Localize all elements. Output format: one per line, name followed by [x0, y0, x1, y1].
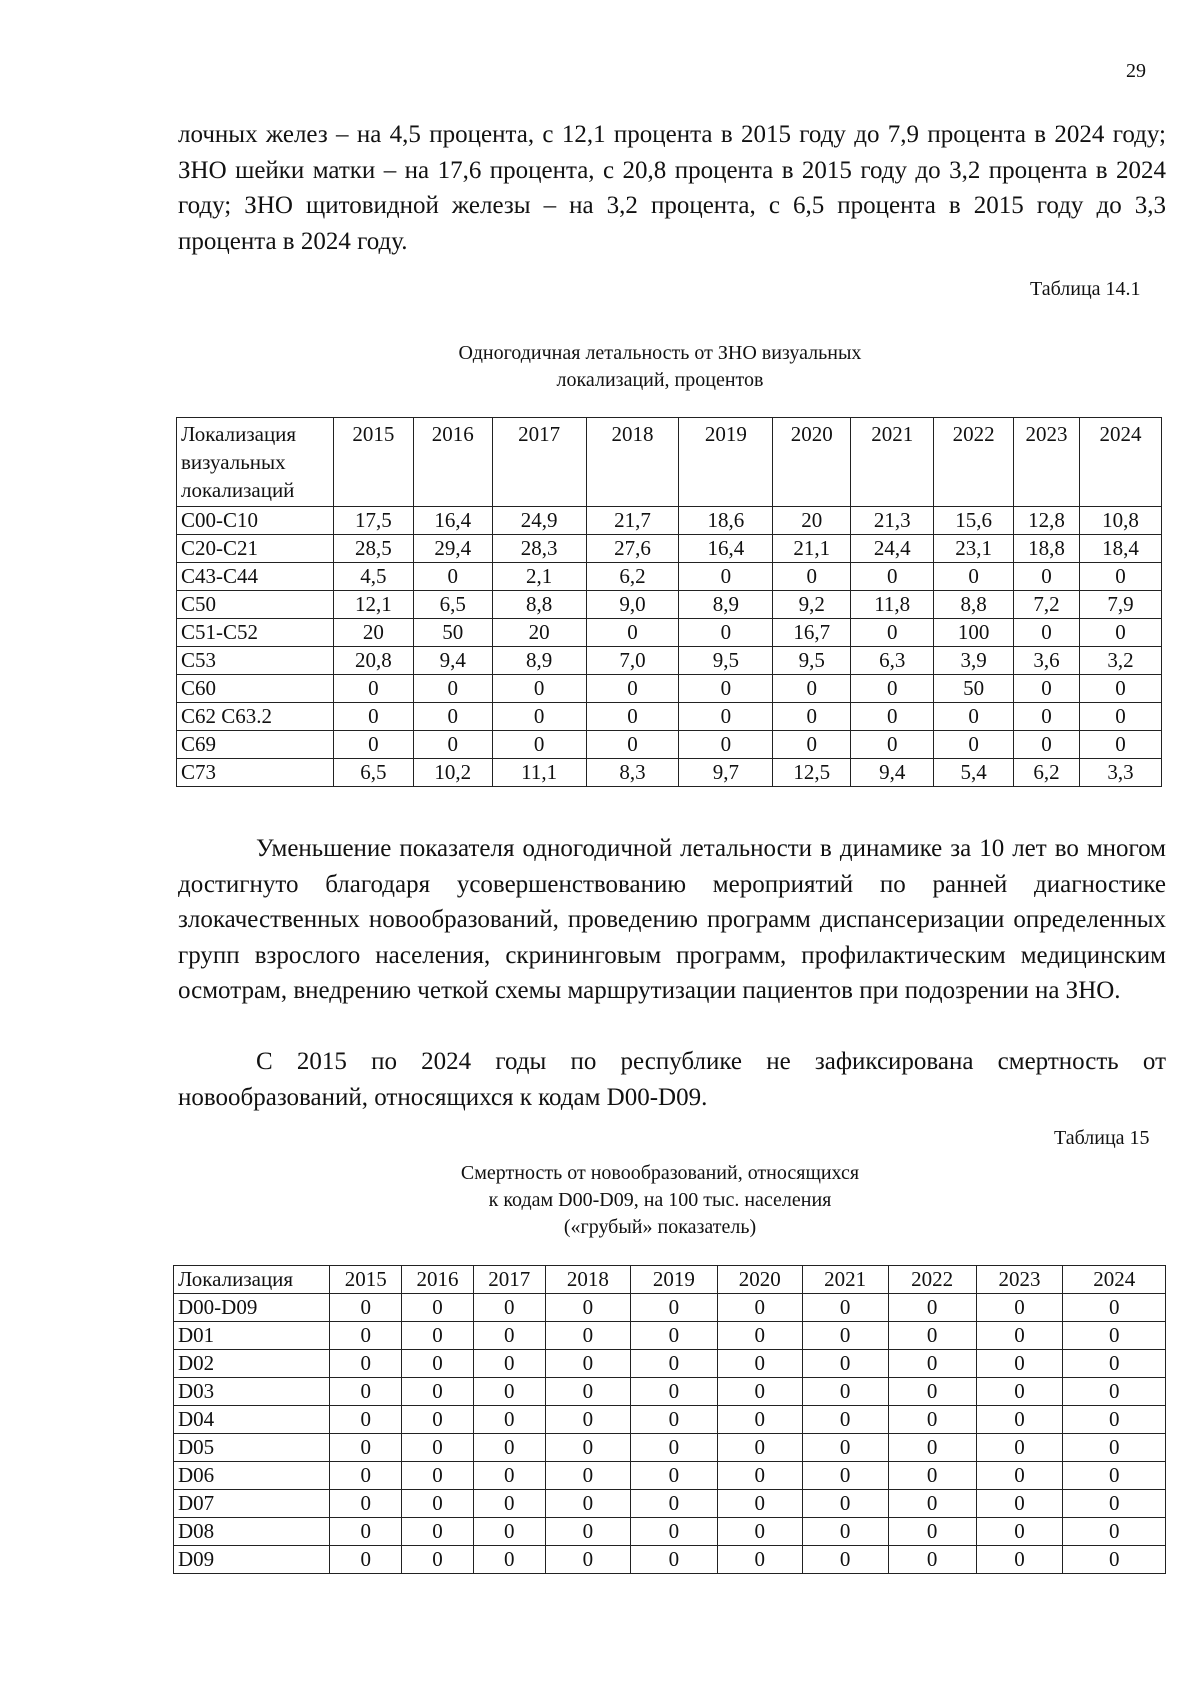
value-cell: 0 — [976, 1294, 1063, 1322]
value-cell: 0 — [934, 563, 1014, 591]
value-cell: 6,3 — [851, 647, 934, 675]
value-cell: 7,0 — [586, 647, 679, 675]
page-number: 29 — [1126, 60, 1146, 82]
value-cell: 0 — [1063, 1322, 1166, 1350]
value-cell: 0 — [717, 1350, 802, 1378]
value-cell: 0 — [1080, 731, 1162, 759]
value-cell: 0 — [492, 675, 586, 703]
table-14-1-label: Таблица 14.1 — [1030, 278, 1141, 300]
value-cell: 0 — [330, 1434, 402, 1462]
value-cell: 0 — [630, 1322, 717, 1350]
table-row — [174, 1294, 1166, 1322]
value-cell: 0 — [851, 731, 934, 759]
table-15-title-line: Смертность от новообразований, относящихся — [460, 1162, 860, 1184]
value-cell: 0 — [1063, 1490, 1166, 1518]
value-cell: 6,2 — [1014, 759, 1080, 787]
value-cell: 0 — [473, 1490, 545, 1518]
column-header-year: 2015 — [333, 418, 413, 507]
column-header-localization: Локализация — [174, 1266, 330, 1294]
row-label-cell: D03 — [174, 1378, 330, 1406]
value-cell: 0 — [717, 1490, 802, 1518]
row-label-cell: C00-C10 — [177, 507, 334, 535]
value-cell: 0 — [473, 1378, 545, 1406]
mortality-table — [173, 1265, 1166, 1574]
value-cell: 0 — [630, 1350, 717, 1378]
value-cell: 0 — [802, 1350, 888, 1378]
value-cell: 0 — [1063, 1378, 1166, 1406]
value-cell: 15,6 — [934, 507, 1014, 535]
table-row — [177, 619, 1162, 647]
value-cell: 0 — [402, 1322, 473, 1350]
value-cell: 0 — [473, 1434, 545, 1462]
table-row — [177, 731, 1162, 759]
value-cell: 7,2 — [1014, 591, 1080, 619]
row-label-cell: D08 — [174, 1518, 330, 1546]
value-cell: 24,9 — [492, 507, 586, 535]
value-cell: 0 — [330, 1322, 402, 1350]
value-cell: 6,5 — [333, 759, 413, 787]
value-cell: 0 — [545, 1462, 630, 1490]
value-cell: 0 — [888, 1322, 976, 1350]
value-cell: 18,8 — [1014, 535, 1080, 563]
value-cell: 0 — [492, 731, 586, 759]
value-cell: 0 — [402, 1434, 473, 1462]
table-row — [177, 675, 1162, 703]
value-cell: 0 — [1080, 675, 1162, 703]
table-header-row — [177, 418, 1162, 507]
value-cell: 0 — [679, 619, 773, 647]
value-cell: 0 — [851, 675, 934, 703]
value-cell: 0 — [888, 1518, 976, 1546]
row-label-cell: D09 — [174, 1546, 330, 1574]
table-row — [174, 1462, 1166, 1490]
value-cell: 0 — [717, 1462, 802, 1490]
value-cell: 3,6 — [1014, 647, 1080, 675]
column-header-year: 2021 — [802, 1266, 888, 1294]
value-cell: 9,0 — [586, 591, 679, 619]
value-cell: 0 — [802, 1546, 888, 1574]
table-row — [174, 1378, 1166, 1406]
value-cell: 0 — [1080, 563, 1162, 591]
value-cell: 0 — [851, 563, 934, 591]
table-15-title-line: к кодам D00-D09, на 100 тыс. населения — [488, 1189, 832, 1211]
value-cell: 0 — [413, 675, 492, 703]
column-header-year: 2023 — [1014, 418, 1080, 507]
column-header-year: 2017 — [473, 1266, 545, 1294]
row-label-cell: C53 — [177, 647, 334, 675]
value-cell: 0 — [492, 703, 586, 731]
value-cell: 10,8 — [1080, 507, 1162, 535]
value-cell: 12,8 — [1014, 507, 1080, 535]
value-cell: 0 — [976, 1518, 1063, 1546]
value-cell: 0 — [1063, 1434, 1166, 1462]
value-cell: 9,4 — [851, 759, 934, 787]
value-cell: 0 — [1014, 619, 1080, 647]
value-cell: 0 — [630, 1546, 717, 1574]
row-label-cell: D00-D09 — [174, 1294, 330, 1322]
value-cell: 0 — [976, 1462, 1063, 1490]
row-label-cell: C73 — [177, 759, 334, 787]
value-cell: 0 — [330, 1546, 402, 1574]
value-cell: 0 — [976, 1546, 1063, 1574]
value-cell: 50 — [413, 619, 492, 647]
value-cell: 0 — [545, 1546, 630, 1574]
table-row — [177, 759, 1162, 787]
value-cell: 0 — [773, 731, 851, 759]
value-cell: 0 — [330, 1378, 402, 1406]
value-cell: 0 — [330, 1294, 402, 1322]
value-cell: 20 — [492, 619, 586, 647]
value-cell: 24,4 — [851, 535, 934, 563]
row-label-cell: C43-C44 — [177, 563, 334, 591]
value-cell: 0 — [473, 1462, 545, 1490]
value-cell: 0 — [630, 1378, 717, 1406]
value-cell: 29,4 — [413, 535, 492, 563]
value-cell: 0 — [402, 1350, 473, 1378]
value-cell: 0 — [679, 703, 773, 731]
value-cell: 0 — [586, 703, 679, 731]
value-cell: 0 — [586, 731, 679, 759]
row-label-cell: D01 — [174, 1322, 330, 1350]
value-cell: 0 — [545, 1518, 630, 1546]
row-label-cell: C50 — [177, 591, 334, 619]
table-row — [174, 1322, 1166, 1350]
value-cell: 0 — [630, 1294, 717, 1322]
value-cell: 0 — [1063, 1518, 1166, 1546]
row-label-cell: C20-C21 — [177, 535, 334, 563]
value-cell: 0 — [402, 1518, 473, 1546]
row-label-cell: D05 — [174, 1434, 330, 1462]
value-cell: 0 — [679, 731, 773, 759]
value-cell: 0 — [413, 703, 492, 731]
lethality-table — [176, 417, 1162, 787]
value-cell: 0 — [888, 1406, 976, 1434]
value-cell: 0 — [333, 675, 413, 703]
value-cell: 0 — [1063, 1406, 1166, 1434]
value-cell: 0 — [1080, 619, 1162, 647]
row-label-cell: C62 C63.2 — [177, 703, 334, 731]
value-cell: 8,3 — [586, 759, 679, 787]
table-15-title — [360, 1160, 960, 1241]
column-header-year: 2022 — [888, 1266, 976, 1294]
value-cell: 0 — [976, 1350, 1063, 1378]
value-cell: 0 — [976, 1490, 1063, 1518]
table-row — [177, 591, 1162, 619]
column-header-year: 2019 — [679, 418, 773, 507]
value-cell: 0 — [630, 1490, 717, 1518]
row-label-cell: C60 — [177, 675, 334, 703]
value-cell: 4,5 — [333, 563, 413, 591]
value-cell: 16,4 — [679, 535, 773, 563]
column-header-year: 2016 — [413, 418, 492, 507]
row-label-cell: D06 — [174, 1462, 330, 1490]
value-cell: 0 — [976, 1322, 1063, 1350]
value-cell: 0 — [802, 1406, 888, 1434]
table-row — [174, 1434, 1166, 1462]
table-15-title-line: («грубый» показатель) — [563, 1216, 757, 1238]
column-header-year: 2022 — [934, 418, 1014, 507]
value-cell: 0 — [402, 1546, 473, 1574]
column-header-year: 2018 — [545, 1266, 630, 1294]
value-cell: 0 — [402, 1294, 473, 1322]
value-cell: 0 — [413, 563, 492, 591]
value-cell: 0 — [402, 1378, 473, 1406]
value-cell: 10,2 — [413, 759, 492, 787]
column-header-year: 2015 — [330, 1266, 402, 1294]
value-cell: 0 — [330, 1350, 402, 1378]
table-row — [174, 1406, 1166, 1434]
value-cell: 3,3 — [1080, 759, 1162, 787]
value-cell: 0 — [717, 1378, 802, 1406]
column-header-localization: Локализация визуальных локализаций — [177, 418, 334, 507]
value-cell: 21,7 — [586, 507, 679, 535]
value-cell: 0 — [330, 1406, 402, 1434]
value-cell: 0 — [888, 1462, 976, 1490]
table-row — [177, 535, 1162, 563]
value-cell: 0 — [717, 1546, 802, 1574]
table-14-1-title — [360, 340, 960, 394]
row-label-cell: D07 — [174, 1490, 330, 1518]
value-cell: 0 — [473, 1350, 545, 1378]
value-cell: 0 — [586, 675, 679, 703]
value-cell: 0 — [717, 1518, 802, 1546]
value-cell: 50 — [934, 675, 1014, 703]
value-cell: 20 — [773, 507, 851, 535]
value-cell: 12,1 — [333, 591, 413, 619]
row-label-cell: D02 — [174, 1350, 330, 1378]
column-header-year: 2016 — [402, 1266, 473, 1294]
value-cell: 0 — [1014, 675, 1080, 703]
value-cell: 0 — [473, 1546, 545, 1574]
value-cell: 0 — [851, 619, 934, 647]
value-cell: 0 — [717, 1406, 802, 1434]
table-14-1-title-line: Одногодичная летальность от ЗНО визуальных — [458, 342, 862, 364]
value-cell: 0 — [679, 675, 773, 703]
table-header-row — [174, 1266, 1166, 1294]
value-cell: 0 — [802, 1490, 888, 1518]
value-cell: 0 — [888, 1434, 976, 1462]
value-cell: 20,8 — [333, 647, 413, 675]
column-header-year: 2020 — [773, 418, 851, 507]
table-row — [174, 1518, 1166, 1546]
value-cell: 28,5 — [333, 535, 413, 563]
column-header-year: 2024 — [1080, 418, 1162, 507]
value-cell: 11,8 — [851, 591, 934, 619]
value-cell: 17,5 — [333, 507, 413, 535]
value-cell: 0 — [545, 1294, 630, 1322]
value-cell: 0 — [545, 1434, 630, 1462]
table-row — [174, 1546, 1166, 1574]
value-cell: 3,9 — [934, 647, 1014, 675]
value-cell: 0 — [330, 1518, 402, 1546]
value-cell: 0 — [402, 1462, 473, 1490]
value-cell: 0 — [802, 1462, 888, 1490]
value-cell: 28,3 — [492, 535, 586, 563]
value-cell: 0 — [773, 675, 851, 703]
value-cell: 0 — [630, 1434, 717, 1462]
value-cell: 21,3 — [851, 507, 934, 535]
value-cell: 0 — [976, 1434, 1063, 1462]
value-cell: 0 — [717, 1434, 802, 1462]
value-cell: 0 — [717, 1294, 802, 1322]
value-cell: 21,1 — [773, 535, 851, 563]
value-cell: 7,9 — [1080, 591, 1162, 619]
value-cell: 0 — [1014, 563, 1080, 591]
table-row — [177, 507, 1162, 535]
row-label-cell: D04 — [174, 1406, 330, 1434]
table-14-1-title-line: локализаций, процентов — [556, 369, 764, 391]
value-cell: 18,6 — [679, 507, 773, 535]
paragraph-d00-d09-mortality: С 2015 по 2024 годы по республике не зафиксирована смертность от новообразований, относящихся к кодам D00-D09. — [178, 1048, 1166, 1111]
value-cell: 0 — [1063, 1546, 1166, 1574]
value-cell: 0 — [402, 1490, 473, 1518]
value-cell: 0 — [888, 1378, 976, 1406]
table-15-label: Таблица 15 — [1054, 1127, 1150, 1149]
column-header-year: 2023 — [976, 1266, 1063, 1294]
value-cell: 8,9 — [679, 591, 773, 619]
value-cell: 100 — [934, 619, 1014, 647]
column-header-year: 2019 — [630, 1266, 717, 1294]
value-cell: 0 — [1014, 731, 1080, 759]
value-cell: 0 — [976, 1378, 1063, 1406]
table-row — [174, 1490, 1166, 1518]
value-cell: 0 — [402, 1406, 473, 1434]
value-cell: 0 — [802, 1378, 888, 1406]
value-cell: 6,5 — [413, 591, 492, 619]
value-cell: 0 — [851, 703, 934, 731]
value-cell: 16,4 — [413, 507, 492, 535]
value-cell: 0 — [802, 1294, 888, 1322]
value-cell: 0 — [888, 1546, 976, 1574]
value-cell: 8,9 — [492, 647, 586, 675]
value-cell: 0 — [717, 1322, 802, 1350]
value-cell: 5,4 — [934, 759, 1014, 787]
value-cell: 0 — [473, 1518, 545, 1546]
value-cell: 0 — [545, 1406, 630, 1434]
value-cell: 0 — [473, 1406, 545, 1434]
table-row — [174, 1350, 1166, 1378]
value-cell: 11,1 — [492, 759, 586, 787]
value-cell: 16,7 — [773, 619, 851, 647]
value-cell: 0 — [802, 1434, 888, 1462]
value-cell: 9,4 — [413, 647, 492, 675]
value-cell: 2,1 — [492, 563, 586, 591]
column-header-year: 2024 — [1063, 1266, 1166, 1294]
value-cell: 8,8 — [934, 591, 1014, 619]
value-cell: 23,1 — [934, 535, 1014, 563]
value-cell: 0 — [773, 563, 851, 591]
value-cell: 0 — [545, 1350, 630, 1378]
value-cell: 0 — [333, 703, 413, 731]
value-cell: 6,2 — [586, 563, 679, 591]
value-cell: 0 — [473, 1322, 545, 1350]
value-cell: 12,5 — [773, 759, 851, 787]
value-cell: 0 — [1063, 1350, 1166, 1378]
value-cell: 0 — [630, 1518, 717, 1546]
value-cell: 0 — [773, 703, 851, 731]
value-cell: 9,5 — [773, 647, 851, 675]
row-label-cell: C51-C52 — [177, 619, 334, 647]
table-row — [177, 563, 1162, 591]
value-cell: 0 — [976, 1406, 1063, 1434]
value-cell: 0 — [333, 731, 413, 759]
value-cell: 0 — [888, 1490, 976, 1518]
table-row — [177, 703, 1162, 731]
paragraph-intro: лочных желез – на 4,5 процента, с 12,1 процента в 2015 году до 7,9 процента в 2024 году; ЗНО шейки матки – на 17,6 процента, с 20,8 процента в 2015 году до 3,2 процента в 2024 году; ЗНО щитовидной железы – на 3,2 процента, с 6,5 процента в 2015 году до 3,3 процента в 2024 году. — [178, 121, 1166, 255]
value-cell: 0 — [888, 1350, 976, 1378]
value-cell: 0 — [1080, 703, 1162, 731]
value-cell: 3,2 — [1080, 647, 1162, 675]
value-cell: 0 — [1063, 1462, 1166, 1490]
value-cell: 9,7 — [679, 759, 773, 787]
table-row — [177, 647, 1162, 675]
column-header-year: 2018 — [586, 418, 679, 507]
value-cell: 0 — [413, 731, 492, 759]
value-cell: 0 — [1014, 703, 1080, 731]
value-cell: 18,4 — [1080, 535, 1162, 563]
value-cell: 0 — [934, 703, 1014, 731]
value-cell: 9,5 — [679, 647, 773, 675]
value-cell: 0 — [330, 1462, 402, 1490]
value-cell: 0 — [545, 1490, 630, 1518]
value-cell: 0 — [330, 1490, 402, 1518]
value-cell: 0 — [802, 1322, 888, 1350]
column-header-year: 2017 — [492, 418, 586, 507]
value-cell: 0 — [545, 1322, 630, 1350]
value-cell: 0 — [473, 1294, 545, 1322]
value-cell: 0 — [934, 731, 1014, 759]
value-cell: 27,6 — [586, 535, 679, 563]
value-cell: 0 — [802, 1518, 888, 1546]
value-cell: 0 — [545, 1378, 630, 1406]
row-label-cell: C69 — [177, 731, 334, 759]
column-header-year: 2021 — [851, 418, 934, 507]
value-cell: 9,2 — [773, 591, 851, 619]
value-cell: 0 — [630, 1462, 717, 1490]
value-cell: 0 — [630, 1406, 717, 1434]
value-cell: 0 — [679, 563, 773, 591]
paragraph-lethality-decrease: Уменьшение показателя одногодичной летальности в динамике за 10 лет во многом достигнуто благодаря усовершенствованию мероприятий по ранней диагностике злокачественных новообразований, проведению программ диспансеризации определенных групп взрослого населения, скрининговым программ, профилактическим медицинским осмотрам, внедрению четкой схемы маршрутизации пациентов при подозрении на ЗНО. — [178, 835, 1166, 1004]
column-header-year: 2020 — [717, 1266, 802, 1294]
value-cell: 0 — [1063, 1294, 1166, 1322]
value-cell: 20 — [333, 619, 413, 647]
value-cell: 0 — [888, 1294, 976, 1322]
value-cell: 8,8 — [492, 591, 586, 619]
value-cell: 0 — [586, 619, 679, 647]
